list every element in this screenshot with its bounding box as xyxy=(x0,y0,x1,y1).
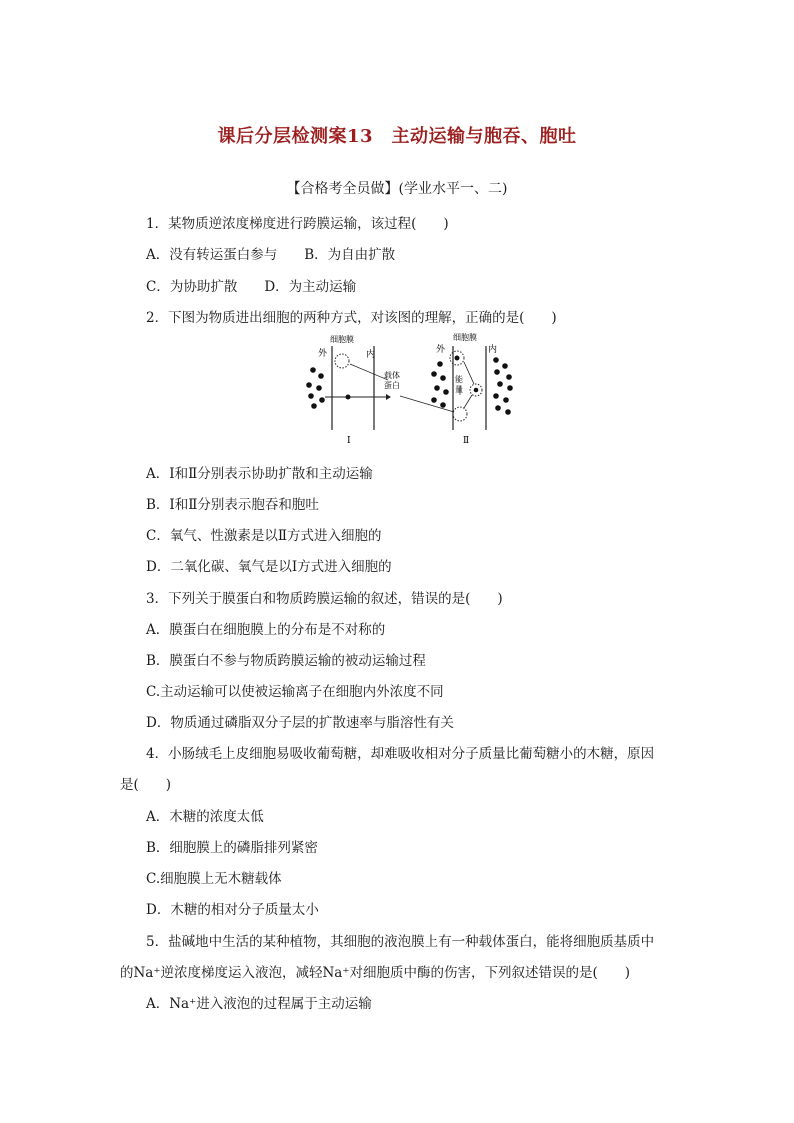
q2-option-c: C．氧气、性激素是以Ⅱ方式进入细胞的 xyxy=(146,528,382,544)
q4-option-d: D．木糖的相对分子质量太小 xyxy=(146,902,319,918)
carrier-protein xyxy=(335,354,349,368)
q3-option-a: A．膜蛋白在细胞膜上的分布是不对称的 xyxy=(146,622,386,638)
q4-stem-continued: 是( ) xyxy=(120,777,172,793)
figure-label: Ⅱ xyxy=(463,436,470,446)
q4-option-b: B．细胞膜上的磷脂排列紧密 xyxy=(146,840,318,856)
q3-option-c: C.主动运输可以使被运输离子在细胞内外浓度不同 xyxy=(146,684,444,700)
inside-label: 内 xyxy=(488,345,498,355)
transport-diagram xyxy=(300,330,530,450)
q3-option-d: D．物质通过磷脂双分子层的扩散速率与脂溶性有关 xyxy=(146,715,454,731)
q1-options-ab: A．没有转运蛋白参与 B．为自由扩散 xyxy=(146,247,396,263)
q2-option-b: B．Ⅰ和Ⅱ分别表示胞吞和胞吐 xyxy=(146,497,319,513)
pointer-line xyxy=(400,396,454,412)
q4-option-c: C.细胞膜上无木糖载体 xyxy=(146,871,282,887)
q3-option-b: B．膜蛋白不参与物质跨膜运输的被动运输过程 xyxy=(146,653,426,669)
q5-option-a: A．Na⁺进入液泡的过程属于主动运输 xyxy=(146,996,372,1012)
q4-stem: 4．小肠绒毛上皮细胞易吸收葡萄糖，却难吸收相对分子质量比葡萄糖小的木糖，原因 xyxy=(146,746,655,762)
q2-option-d: D．二氧化碳、氧气是以Ⅰ方式进入细胞的 xyxy=(146,559,392,575)
q1-options-cd: C．为协助扩散 D．为主动运输 xyxy=(146,279,357,295)
q5-stem: 5．盐碱地中生活的某种植物，其细胞的液泡膜上有一种载体蛋白，能将细胞质基质中 xyxy=(146,934,655,950)
outside-label: 外 xyxy=(318,349,328,359)
energy-label: 能 xyxy=(455,375,463,384)
carrier-label: 蛋白 xyxy=(384,381,400,390)
q1-stem: 1．某物质逆浓度梯度进行跨膜运输，该过程( ) xyxy=(146,216,449,232)
q4-option-a: A．木糖的浓度太低 xyxy=(146,809,264,825)
carrier-protein xyxy=(453,407,467,421)
inside-label: 内 xyxy=(366,350,376,360)
membrane-label: 细胞膜 xyxy=(330,335,354,344)
membrane-label: 细胞膜 xyxy=(453,333,477,342)
q2-stem: 2．下图为物质进出细胞的两种方式，对该图的理解，正确的是( ) xyxy=(146,310,557,326)
q3-stem: 3．下列关于膜蛋白和物质跨膜运输的叙述，错误的是( ) xyxy=(146,591,503,607)
q5-stem-continued: 的Na⁺逆浓度梯度运入液泡，减轻Na⁺对细胞质中酶的伤害，下列叙述错误的是( ) xyxy=(120,965,631,981)
outside-label: 外 xyxy=(436,345,446,355)
pointer-line xyxy=(350,364,388,380)
figure-label: Ⅰ xyxy=(347,436,351,446)
page-title: 课后分层检测案13 主动运输与胞吞、胞吐 xyxy=(217,126,577,147)
q2-option-a: A．Ⅰ和Ⅱ分别表示协助扩散和主动运输 xyxy=(146,466,373,482)
section-heading: 【合格考全员做】(学业水平一、二) xyxy=(286,181,508,197)
energy-label: 量 xyxy=(455,385,463,394)
carrier-label: 载体 xyxy=(384,371,400,380)
